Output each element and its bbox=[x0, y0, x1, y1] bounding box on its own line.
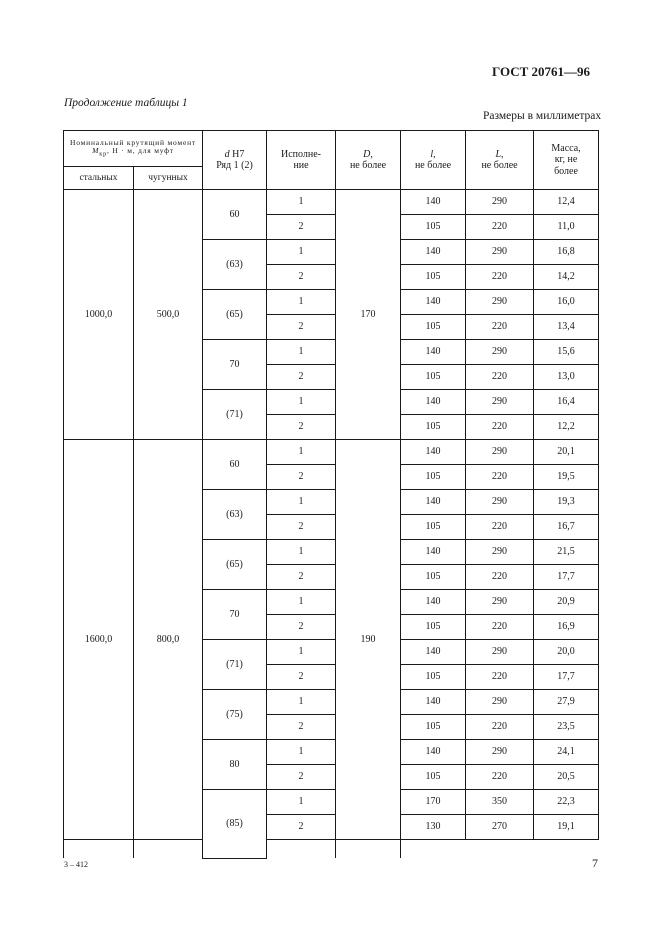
document-code: ГОСТ 20761—96 bbox=[492, 64, 591, 79]
length-l-cell: 140 bbox=[401, 590, 466, 615]
empty-cell bbox=[336, 840, 401, 859]
mass-cell: 20,0 bbox=[534, 640, 599, 665]
length-L-cell: 350 bbox=[466, 790, 534, 815]
version-cell: 2 bbox=[267, 315, 336, 340]
mass-cell: 12,2 bbox=[534, 415, 599, 440]
length-l-cell: 140 bbox=[401, 340, 466, 365]
version-cell: 1 bbox=[267, 540, 336, 565]
length-L-cell: 290 bbox=[466, 290, 534, 315]
header-mass: Масса, кг, не более bbox=[534, 131, 599, 190]
length-L-cell: 290 bbox=[466, 640, 534, 665]
version-cell: 1 bbox=[267, 740, 336, 765]
length-L-cell: 220 bbox=[466, 315, 534, 340]
version-cell: 1 bbox=[267, 390, 336, 415]
version-cell: 1 bbox=[267, 490, 336, 515]
length-l-cell: 140 bbox=[401, 740, 466, 765]
header-steel: стальных bbox=[64, 167, 134, 190]
table-row bbox=[64, 190, 599, 215]
outer-diameter-cell: 190 bbox=[336, 440, 401, 840]
header-d-series: Ряд 1 (2) bbox=[216, 160, 253, 171]
length-l-cell: 140 bbox=[401, 690, 466, 715]
length-L-cell: 290 bbox=[466, 340, 534, 365]
torque-cast-iron-cell: 500,0 bbox=[134, 190, 203, 440]
mass-cell: 23,5 bbox=[534, 715, 599, 740]
length-l-cell: 140 bbox=[401, 440, 466, 465]
header-l: l, не более bbox=[401, 131, 466, 190]
bore-diameter-cell: 70 bbox=[203, 590, 267, 640]
length-l-cell: 105 bbox=[401, 715, 466, 740]
bore-diameter-cell: (71) bbox=[203, 390, 267, 440]
length-L-cell: 290 bbox=[466, 690, 534, 715]
bore-diameter-cell: 60 bbox=[203, 440, 267, 490]
length-L-cell: 290 bbox=[466, 190, 534, 215]
header-L-symbol: L bbox=[495, 148, 502, 160]
bore-diameter-cell: 60 bbox=[203, 190, 267, 240]
version-cell: 1 bbox=[267, 240, 336, 265]
length-l-cell: 170 bbox=[401, 790, 466, 815]
header-torque bbox=[64, 131, 203, 167]
version-cell: 1 bbox=[267, 440, 336, 465]
version-cell: 2 bbox=[267, 565, 336, 590]
version-cell: 1 bbox=[267, 590, 336, 615]
length-L-cell: 220 bbox=[466, 365, 534, 390]
header-cast-iron: чугунных bbox=[134, 167, 203, 190]
length-L-cell: 220 bbox=[466, 765, 534, 790]
mass-cell: 13,0 bbox=[534, 365, 599, 390]
mass-cell: 11,0 bbox=[534, 215, 599, 240]
table-continuation-row bbox=[64, 840, 599, 859]
length-l-cell: 105 bbox=[401, 365, 466, 390]
header-torque-suffix: , Н · м, для муфт bbox=[107, 146, 174, 156]
length-L-cell: 290 bbox=[466, 740, 534, 765]
mass-cell: 17,7 bbox=[534, 565, 599, 590]
length-l-cell: 105 bbox=[401, 615, 466, 640]
page-number: 7 bbox=[592, 856, 598, 870]
outer-diameter-cell: 170 bbox=[336, 190, 401, 440]
version-cell: 2 bbox=[267, 765, 336, 790]
length-l-cell: 140 bbox=[401, 240, 466, 265]
length-l-cell: 105 bbox=[401, 265, 466, 290]
length-l-cell: 140 bbox=[401, 640, 466, 665]
length-L-cell: 220 bbox=[466, 615, 534, 640]
coupling-dimensions-table bbox=[63, 130, 599, 859]
length-l-cell: 140 bbox=[401, 540, 466, 565]
length-L-cell: 220 bbox=[466, 665, 534, 690]
version-cell: 2 bbox=[267, 215, 336, 240]
version-cell: 1 bbox=[267, 790, 336, 815]
length-l-cell: 140 bbox=[401, 490, 466, 515]
mass-cell: 20,5 bbox=[534, 765, 599, 790]
length-l-cell: 130 bbox=[401, 815, 466, 840]
print-code: 3 – 412 bbox=[64, 860, 88, 869]
header-L: L, не более bbox=[466, 131, 534, 190]
length-l-cell: 105 bbox=[401, 465, 466, 490]
header-l-symbol: l bbox=[430, 148, 434, 160]
length-l-cell: 140 bbox=[401, 190, 466, 215]
version-cell: 2 bbox=[267, 615, 336, 640]
version-cell: 2 bbox=[267, 665, 336, 690]
bore-diameter-cell: (65) bbox=[203, 540, 267, 590]
length-L-cell: 290 bbox=[466, 440, 534, 465]
version-cell: 1 bbox=[267, 690, 336, 715]
length-L-cell: 220 bbox=[466, 265, 534, 290]
mass-cell: 24,1 bbox=[534, 740, 599, 765]
length-L-cell: 220 bbox=[466, 715, 534, 740]
length-l-cell: 105 bbox=[401, 665, 466, 690]
mass-cell: 22,3 bbox=[534, 790, 599, 815]
length-L-cell: 220 bbox=[466, 465, 534, 490]
mass-cell: 27,9 bbox=[534, 690, 599, 715]
length-L-cell: 290 bbox=[466, 490, 534, 515]
length-l-cell: 140 bbox=[401, 390, 466, 415]
mass-cell: 19,5 bbox=[534, 465, 599, 490]
header-l-note: не более bbox=[414, 160, 452, 171]
bore-diameter-cell: (63) bbox=[203, 490, 267, 540]
header-version: Исполне- ние bbox=[267, 131, 336, 190]
mass-cell: 13,4 bbox=[534, 315, 599, 340]
empty-cell bbox=[134, 840, 203, 859]
mass-cell: 15,6 bbox=[534, 340, 599, 365]
bore-diameter-cell: 70 bbox=[203, 340, 267, 390]
mass-cell: 12,4 bbox=[534, 190, 599, 215]
mass-cell: 19,3 bbox=[534, 490, 599, 515]
mass-cell: 14,2 bbox=[534, 265, 599, 290]
torque-cast-iron-cell: 800,0 bbox=[134, 440, 203, 840]
header-D-note: не более bbox=[349, 160, 387, 171]
length-l-cell: 105 bbox=[401, 565, 466, 590]
torque-steel-cell: 1000,0 bbox=[64, 190, 134, 440]
length-l-cell: 105 bbox=[401, 415, 466, 440]
units-note: Размеры в миллиметрах bbox=[483, 110, 602, 122]
length-l-cell: 105 bbox=[401, 515, 466, 540]
mass-cell: 17,7 bbox=[534, 665, 599, 690]
mass-cell: 20,9 bbox=[534, 590, 599, 615]
version-cell: 2 bbox=[267, 465, 336, 490]
version-cell: 1 bbox=[267, 640, 336, 665]
version-cell: 2 bbox=[267, 415, 336, 440]
table-row bbox=[64, 440, 599, 465]
version-cell: 2 bbox=[267, 515, 336, 540]
mass-cell: 16,7 bbox=[534, 515, 599, 540]
bore-diameter-cell: 80 bbox=[203, 740, 267, 790]
version-cell: 2 bbox=[267, 365, 336, 390]
length-l-cell: 105 bbox=[401, 315, 466, 340]
table-continuation-label: Продолжение таблицы 1 bbox=[64, 97, 188, 109]
version-cell: 1 bbox=[267, 290, 336, 315]
version-cell: 2 bbox=[267, 715, 336, 740]
length-L-cell: 290 bbox=[466, 590, 534, 615]
length-l-cell: 105 bbox=[401, 765, 466, 790]
mass-cell: 16,4 bbox=[534, 390, 599, 415]
bore-diameter-cell: (71) bbox=[203, 640, 267, 690]
length-L-cell: 290 bbox=[466, 390, 534, 415]
version-cell: 2 bbox=[267, 265, 336, 290]
version-cell: 1 bbox=[267, 190, 336, 215]
header-d bbox=[203, 131, 267, 190]
length-l-cell: 140 bbox=[401, 290, 466, 315]
mass-cell: 21,5 bbox=[534, 540, 599, 565]
length-L-cell: 220 bbox=[466, 565, 534, 590]
length-l-cell: 105 bbox=[401, 215, 466, 240]
version-cell: 1 bbox=[267, 340, 336, 365]
torque-steel-cell: 1600,0 bbox=[64, 440, 134, 840]
mass-cell: 16,8 bbox=[534, 240, 599, 265]
mass-cell: 19,1 bbox=[534, 815, 599, 840]
header-D: D, не более bbox=[336, 131, 401, 190]
bore-diameter-cell: (65) bbox=[203, 290, 267, 340]
length-L-cell: 220 bbox=[466, 215, 534, 240]
empty-cell bbox=[267, 840, 336, 859]
header-d-symbol: d bbox=[224, 148, 230, 160]
bore-diameter-cell: (75) bbox=[203, 690, 267, 740]
bore-diameter-cell: (85) bbox=[203, 790, 267, 859]
header-d-tolerance: H7 bbox=[232, 148, 245, 160]
mass-cell: 16,9 bbox=[534, 615, 599, 640]
version-cell: 2 bbox=[267, 815, 336, 840]
length-L-cell: 270 bbox=[466, 815, 534, 840]
header-torque-prefix: Номинальный крутящий момент bbox=[70, 137, 196, 147]
header-L-note: не более bbox=[481, 160, 518, 171]
empty-cell bbox=[64, 840, 134, 859]
header-D-symbol: D bbox=[363, 148, 371, 160]
mass-cell: 20,1 bbox=[534, 440, 599, 465]
length-L-cell: 220 bbox=[466, 415, 534, 440]
mass-cell: 16,0 bbox=[534, 290, 599, 315]
header-torque-symbol: M bbox=[92, 146, 100, 156]
length-L-cell: 290 bbox=[466, 540, 534, 565]
length-L-cell: 290 bbox=[466, 240, 534, 265]
header-torque-subscript: кр bbox=[99, 150, 107, 158]
length-L-cell: 220 bbox=[466, 515, 534, 540]
bore-diameter-cell: (63) bbox=[203, 240, 267, 290]
